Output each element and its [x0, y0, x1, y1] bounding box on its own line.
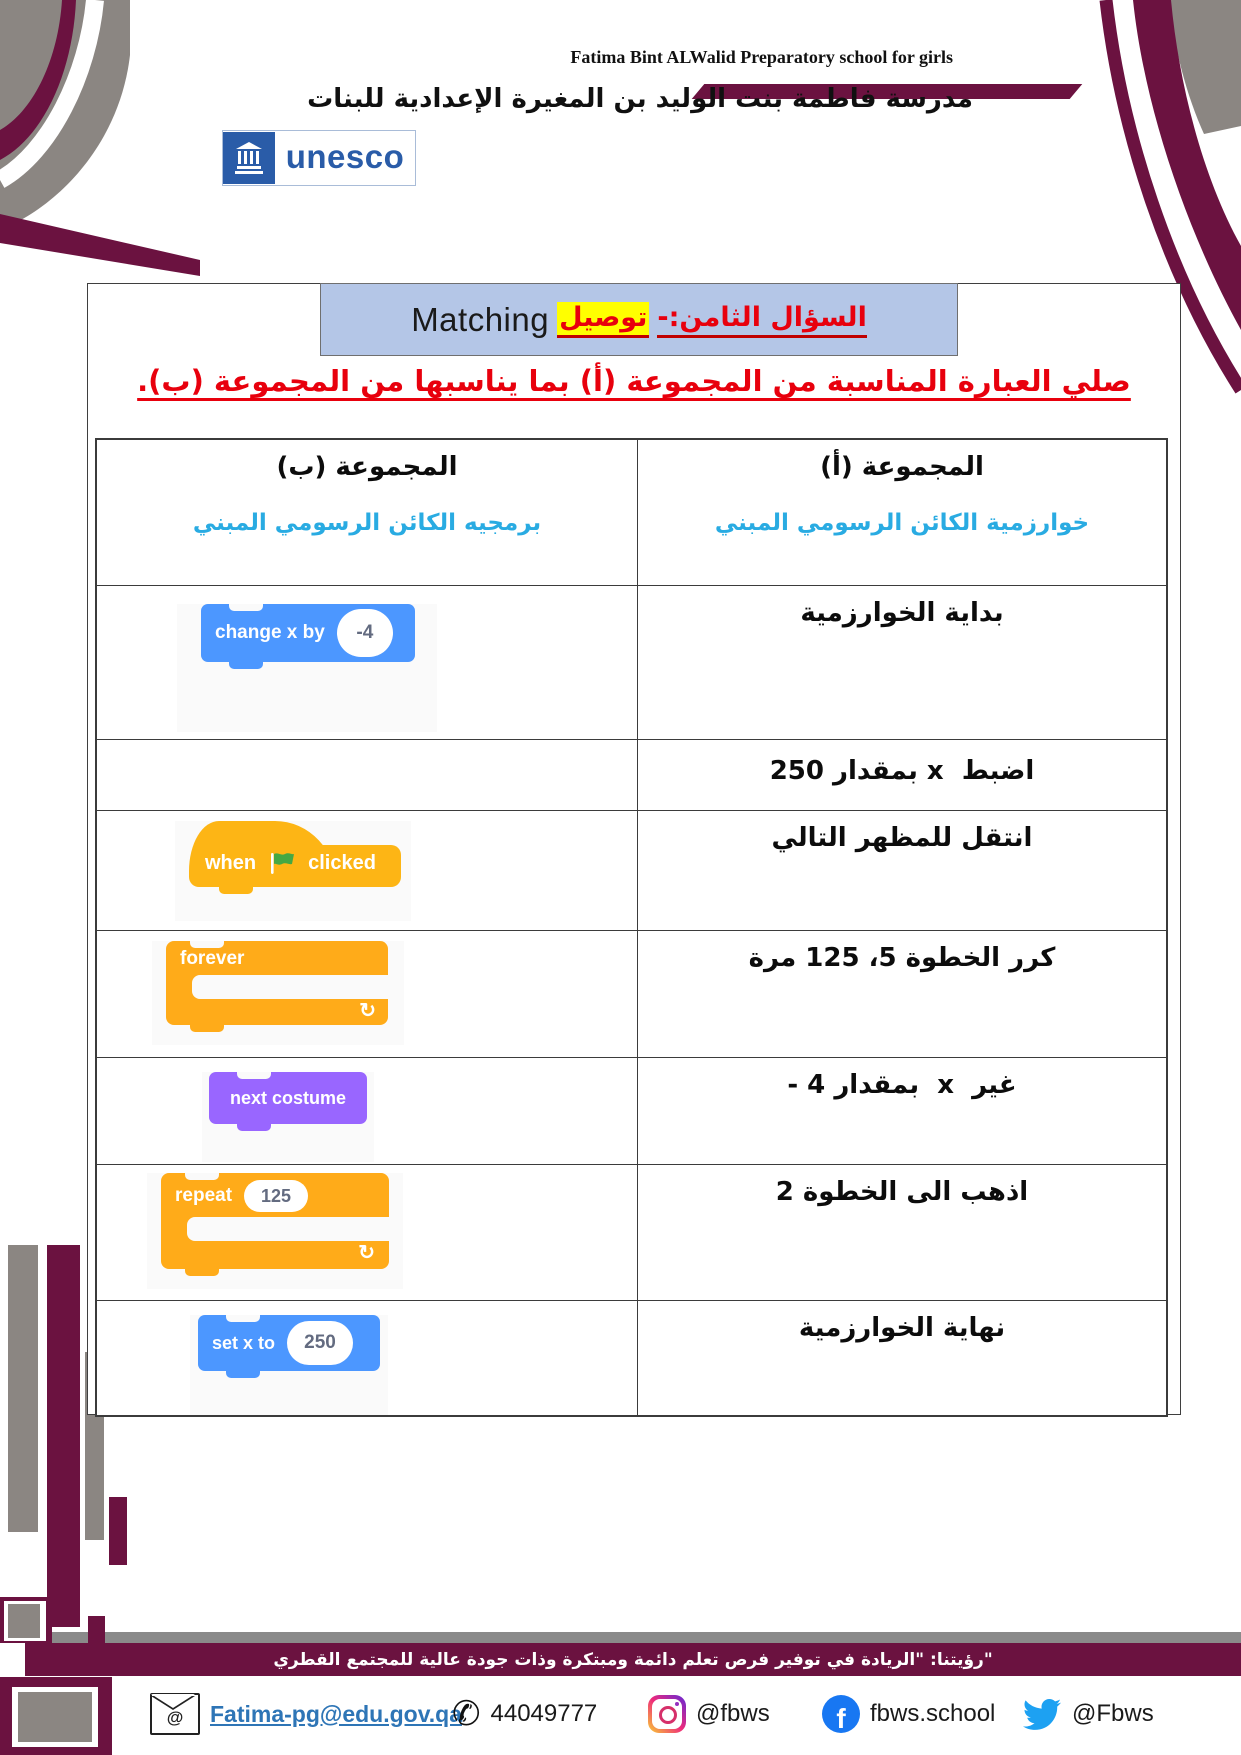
- block-cell-next-costume: [97, 1057, 637, 1164]
- unesco-temple-icon: [223, 132, 275, 184]
- school-name-arabic: مدرسة فاطمة بنت الوليد بن المغيرة الإعدادية للبنات: [307, 84, 973, 114]
- question-title-banner: [320, 283, 958, 356]
- question-type-arabic: توصيل: [557, 302, 649, 338]
- block-label: next costume: [229, 1087, 347, 1108]
- contact-phone: [452, 1686, 597, 1742]
- vision-bar: [25, 1643, 1241, 1676]
- text-cell: [637, 1057, 1166, 1164]
- unesco-wordmark: unesco: [285, 137, 405, 175]
- facebook-handle[interactable]: fbws.school: [870, 1700, 996, 1727]
- block-word-when: when: [205, 851, 257, 874]
- school-name-english: Fatima Bint ALWalid Preparatory school for girls: [570, 47, 953, 67]
- text-cell: [637, 585, 1166, 739]
- twitter-handle[interactable]: @Fbws: [1072, 1700, 1154, 1727]
- email-icon: @: [150, 1693, 200, 1735]
- question-number: السؤال الثامن:-: [657, 302, 866, 338]
- block-label: repeat: [175, 1185, 233, 1206]
- block-word-clicked: clicked: [308, 851, 376, 874]
- group-a-item: اضبط x بمقدار 250: [769, 756, 1035, 786]
- footer-square-3-core: [18, 1692, 92, 1742]
- text-cell: [637, 739, 1166, 810]
- scratch-block-image: [175, 821, 411, 921]
- top-left-decoration: [0, 0, 200, 276]
- scratch-block-set-x: [198, 1315, 380, 1371]
- footer-square-1-core: [8, 1604, 40, 1638]
- footer-gray-rule: [25, 1632, 1241, 1643]
- facebook-icon: f: [822, 1695, 860, 1733]
- phone-number[interactable]: 44049777: [490, 1700, 598, 1727]
- group-a-title: المجموعة (أ): [820, 452, 984, 482]
- scratch-block-forever: [166, 941, 388, 1025]
- group-b-header-cell: [97, 440, 637, 585]
- text-cell: [637, 810, 1166, 930]
- decor-bar-maroon-1: [47, 1245, 80, 1627]
- scratch-block-repeat: [161, 1173, 389, 1269]
- block-cell-forever: [97, 930, 637, 1057]
- instagram-handle[interactable]: @fbws: [696, 1700, 770, 1727]
- block-cell-repeat: [97, 1164, 637, 1300]
- group-a-header-cell: [637, 440, 1166, 585]
- block-label: set x to: [212, 1332, 276, 1353]
- scratch-block-change-x: [201, 604, 415, 662]
- scratch-block-image: [152, 941, 404, 1045]
- vision-text: "رؤيتنا: "الريادة في توفير فرص تعلم دائمة ومبتكرة وذات جودة عالية للمجتمع القطري: [273, 1649, 993, 1670]
- footer-square-2: [88, 1616, 105, 1648]
- scratch-block-image: [147, 1173, 403, 1289]
- block-cell-set-x: [97, 1300, 637, 1415]
- decor-bar-maroon-2: [109, 1497, 127, 1565]
- instagram-icon: [648, 1695, 686, 1733]
- contact-email: [150, 1686, 462, 1742]
- block-value: 125: [244, 1180, 308, 1212]
- email-link[interactable]: Fatima-pg@edu.gov.qa: [210, 1700, 463, 1727]
- contact-facebook: [822, 1686, 995, 1742]
- group-a-item: بداية الخوارزمية: [800, 598, 1004, 628]
- decor-bar-gray-1: [8, 1245, 38, 1532]
- block-value: -4: [337, 609, 393, 657]
- matching-table: [95, 438, 1168, 1417]
- block-cell-empty: [97, 739, 637, 810]
- green-flag-icon: [269, 851, 295, 875]
- group-a-item: غير x بمقدار 4 -: [787, 1070, 1017, 1100]
- scratch-block-when-clicked: [189, 821, 401, 887]
- scratch-block-image: [202, 1072, 374, 1162]
- scratch-block-next-costume: [209, 1072, 367, 1124]
- contact-twitter: [1022, 1686, 1154, 1742]
- block-value: 250: [287, 1321, 353, 1365]
- contact-instagram: [648, 1686, 770, 1742]
- group-a-subtitle: خوارزمية الكائن الرسومي المبني: [714, 510, 1090, 536]
- phone-icon: ✆: [452, 1695, 481, 1733]
- group-b-subtitle: برمجيه الكائن الرسومي المبني: [192, 510, 542, 536]
- block-cell-change-x: [97, 585, 637, 739]
- text-cell: [637, 930, 1166, 1057]
- unesco-logo: [222, 130, 416, 186]
- scratch-block-image: [190, 1315, 388, 1415]
- group-a-item: كرر الخطوة 5، 125 مرة: [748, 943, 1056, 973]
- loop-arrow-icon: ↻: [358, 1242, 375, 1264]
- block-label: forever: [180, 948, 245, 969]
- group-a-item: انتقل للمظهر التالي: [771, 823, 1033, 853]
- question-instruction: صلي العبارة المناسبة من المجموعة (أ) بما يناسبها من المجموعة (ب).: [137, 364, 1131, 398]
- loop-arrow-icon: ↻: [359, 1000, 376, 1022]
- block-label: change x by: [215, 622, 325, 643]
- group-b-title: المجموعة (ب): [276, 452, 458, 482]
- group-a-item: نهاية الخوارزمية: [798, 1313, 1006, 1343]
- group-a-item: اذهب الى الخطوة 2: [775, 1177, 1029, 1207]
- twitter-icon: [1022, 1698, 1062, 1731]
- block-cell-when-clicked: [97, 810, 637, 930]
- question-type-english: Matching: [411, 300, 550, 338]
- text-cell: [637, 1164, 1166, 1300]
- text-cell: [637, 1300, 1166, 1415]
- scratch-block-image: [177, 604, 437, 732]
